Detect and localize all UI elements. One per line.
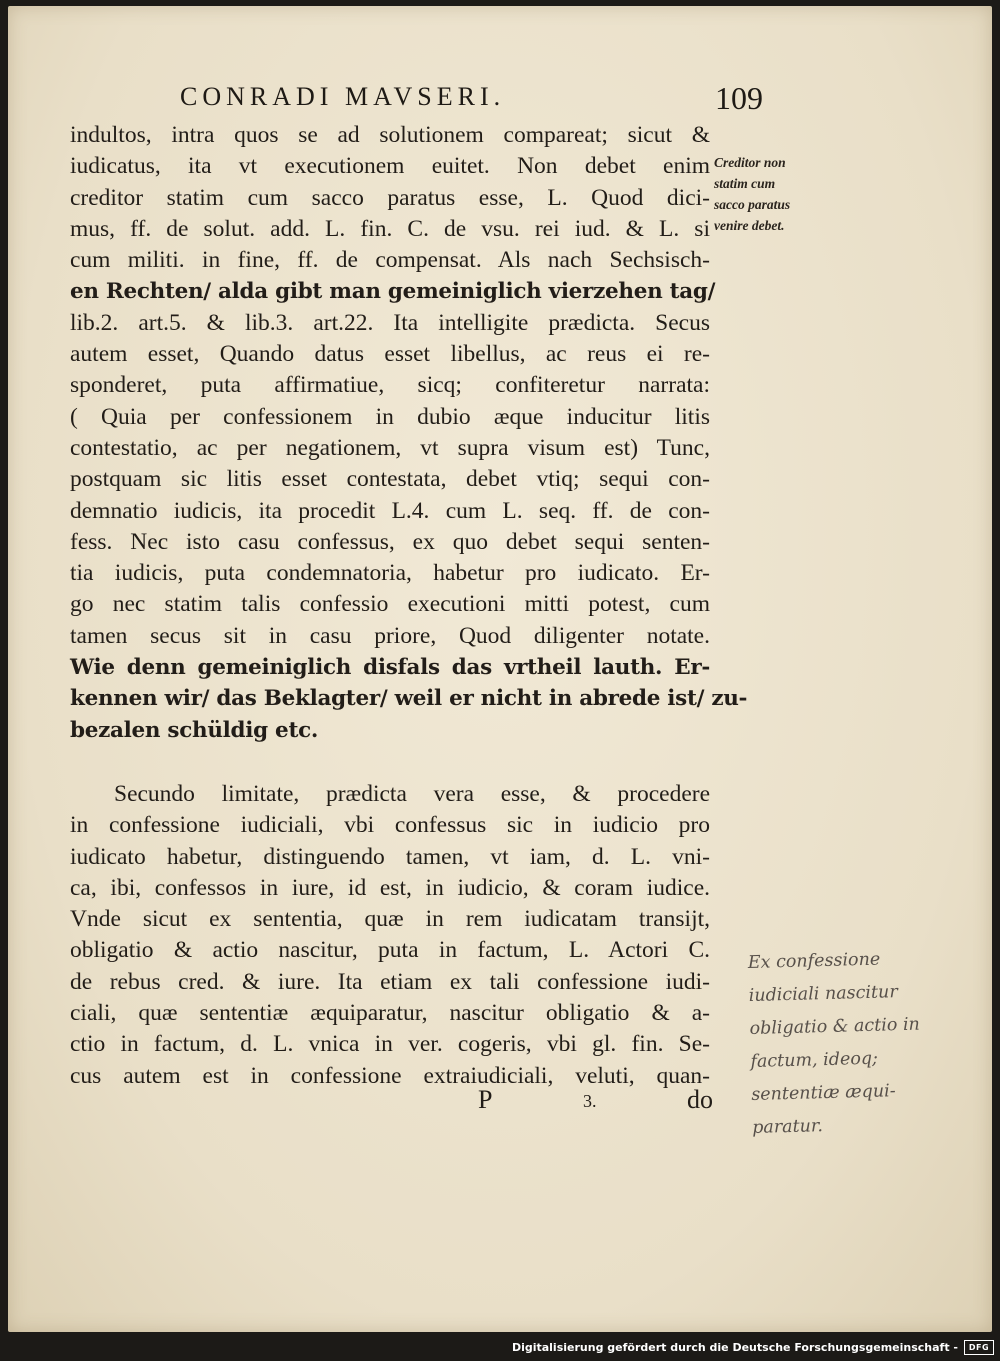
text-line: indultos, intra quos se ad solutionem compareat; sicut & <box>70 122 710 148</box>
handwritten-marginal-note <box>747 941 982 1145</box>
digitization-footer <box>512 1340 994 1355</box>
text-line: Vnde sicut ex sententia, quæ in rem iudicatam transijt, <box>70 906 710 933</box>
text-line: en Rechten/ alda gibt man gemeiniglich vierzehen tag/ <box>70 279 716 305</box>
text-line: bezalen schüldig etc. <box>70 717 319 743</box>
handnote-line: Ex confessione <box>747 949 881 974</box>
text-line: Wie denn gemeiniglich disfals das vrtheil lauth. Er- <box>70 655 710 681</box>
text-line: tamen secus sit in casu priore, Quod diligenter notate. <box>70 622 710 649</box>
text-line: postquam sic litis esset contestata, debet vtiq; sequi con- <box>70 466 710 493</box>
text-line: sponderet, puta affirmatiue, sicq; confiteretur narrata: <box>70 372 710 399</box>
text-line: de rebus cred. & iure. Ita etiam ex tali confessione iudi- <box>70 968 710 995</box>
text-line: tia iudicis, puta condemnatoria, habetur pro iudicato. Er- <box>70 560 710 587</box>
text-line: cum militi. in fine, ff. de compensat. Als nach Sechsisch- <box>70 247 710 274</box>
text-line: creditor statim cum sacco paratus esse, L. Quod dici- <box>70 184 710 211</box>
text-line: in confessione iudiciali, vbi confessus sic in iudicio pro <box>70 812 710 839</box>
handnote-line: factum, ideoq; <box>750 1048 879 1073</box>
signature-mark: P <box>478 1085 493 1114</box>
dfg-logo-icon: DFG <box>964 1340 994 1355</box>
text-line: lib.2. art.5. & lib.3. art.22. Ita intelligite prædicta. Secus <box>70 309 710 336</box>
text-line: contestatio, ac per negationem, vt supra visum est) Tunc, <box>70 434 710 461</box>
catchword: do <box>687 1085 713 1114</box>
sidenote-line: venire debet. <box>714 218 785 233</box>
page-number: 109 <box>715 80 763 116</box>
paragraph-gap <box>70 746 710 779</box>
main-text <box>70 120 748 1092</box>
text-line: cus autem est in confessione extraiudiciali, veluti, quan- <box>70 1062 710 1089</box>
text-line: iudicato habetur, distinguendo tamen, vt iam, d. L. vni- <box>70 843 710 870</box>
text-line: iudicatus, ita vt executionem euitet. Non debet enim <box>70 153 710 180</box>
text-line: ctio in factum, d. L. vnica in ver. cogeris, vbi gl. fin. Se- <box>70 1031 710 1058</box>
paragraph-2 <box>70 779 710 1092</box>
text-line: go nec statim talis confessio executioni mitti potest, cum <box>70 591 710 618</box>
footer-text: Digitalisierung gefördert durch die Deutsche Forschungsgemeinschaft - <box>511 1341 958 1354</box>
handnote-line: obligatio & actio in <box>749 1014 921 1040</box>
text-line: kennen wir/ das Beklagter/ weil er nicht in abrede ist/ zu- <box>70 686 748 712</box>
signature-line <box>478 1085 713 1115</box>
text-line: demnatio iudicis, ita procedit L.4. cum L. seq. ff. de con- <box>70 497 710 524</box>
text-line: fess. Nec isto casu confessus, ex quo debet sequi senten- <box>70 528 710 555</box>
running-head: CONRADI MAVSERI. <box>180 82 506 111</box>
text-line: Secundo limitate, prædicta vera esse, & procedere <box>114 780 710 807</box>
text-line: ca, ibi, confessos in iure, id est, in iudicio, & coram iudice. <box>70 874 710 901</box>
text-line: autem esset, Quando datus esset libellus, ac reus ei re- <box>70 341 710 368</box>
printed-marginal-note <box>714 152 834 236</box>
book-page <box>8 6 992 1332</box>
paragraph-1 <box>70 120 748 746</box>
handnote-line: paratur. <box>751 1116 824 1138</box>
text-line: mus, ff. de solut. add. L. fin. C. de vsu. rei iud. & L. si <box>70 215 710 242</box>
handnote-line: iudiciali nascitur <box>748 982 898 1007</box>
text-line: ciali, quæ sententiæ æquiparatur, nascitur obligatio & a- <box>70 1000 710 1027</box>
signature-number: 3. <box>582 1091 597 1111</box>
sidenote-line: sacco paratus <box>714 197 791 212</box>
handnote-line: sententiæ æqui- <box>751 1081 896 1105</box>
sidenote-line: statim cum <box>714 176 776 191</box>
text-line: ( Quia per confessionem in dubio æque inducitur litis <box>70 403 710 430</box>
sidenote-line: Creditor non <box>714 155 786 170</box>
text-line: obligatio & actio nascitur, puta in factum, L. Actori C. <box>70 937 710 964</box>
